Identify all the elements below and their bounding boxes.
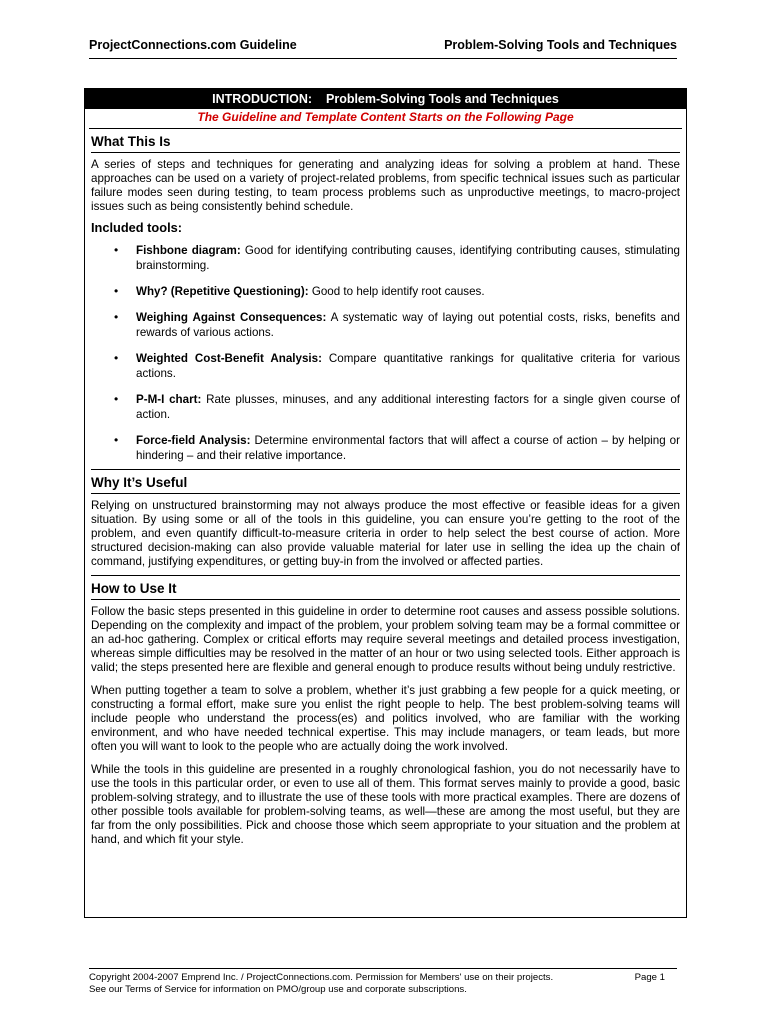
list-item xyxy=(91,310,680,340)
tool-desc: Compare quantitative rankings for qualitative criteria for various actions. xyxy=(136,352,681,380)
how-to-use-paragraph: Follow the basic steps presented in this guideline in order to determine root causes and assess possible solutions. Depending on the complexity and impact of the problem, your problem solving team may be a formal committee or an ad-hoc gathering. Complex or critical efforts may require several meetings and detailed process investigation, whereas simple difficulties may be resolved in the matter of an hour or two using selected tools. Either approach is valid; the steps presented here are flexible and general enough to produce results without being unduly restrictive. xyxy=(91,605,680,674)
intro-subtitle: The Guideline and Template Content Starts on the Following Page xyxy=(89,110,682,129)
section-heading-what-this-is: What This Is xyxy=(91,129,680,153)
list-item xyxy=(91,351,680,381)
tools-list xyxy=(91,243,680,463)
what-this-is-body: A series of steps and techniques for generating and analyzing ideas for solving a problem at hand. These approaches can be used on a variety of project-related problems, from specific technical issues such as particular failure modes seen during testing, to team process problems such as unproductive meetings, to macro-project issues such as being consistently behind schedule. xyxy=(91,158,680,213)
bullet-icon: • xyxy=(114,392,119,406)
tool-desc: Determine environmental factors that will affect a course of action – by helping or hindering – and their relative importance. xyxy=(136,434,680,462)
bullet-icon: • xyxy=(114,351,119,365)
list-item xyxy=(91,433,680,463)
tool-name: Weighted Cost-Benefit Analysis: xyxy=(136,352,322,365)
tool-desc: A systematic way of laying out potential costs, risks, benefits and rewards of various actions. xyxy=(136,311,681,339)
intro-title: INTRODUCTION: Problem-Solving Tools and Techniques xyxy=(85,89,686,109)
page-number: Page 1 xyxy=(634,972,665,983)
header-right-title: Problem-Solving Tools and Techniques xyxy=(444,38,677,52)
footer-copyright: Copyright 2004-2007 Emprend Inc. / ProjectConnections.com. Permission for Members' use on their projects. xyxy=(89,972,554,983)
content-box xyxy=(84,88,687,918)
tool-desc: Good to help identify root causes. xyxy=(308,285,485,298)
tool-name: Force-field Analysis: xyxy=(136,434,251,447)
tool-name: Fishbone diagram: xyxy=(136,244,241,257)
bullet-icon: • xyxy=(114,243,119,257)
footer-terms: See our Terms of Service for information on PMO/group use and corporate subscriptions. xyxy=(89,984,467,995)
included-tools-heading: Included tools: xyxy=(91,220,182,235)
list-item xyxy=(91,284,680,299)
tool-name: Why? (Repetitive Questioning): xyxy=(136,285,309,298)
tool-desc: Rate plusses, minuses, and any additional interesting factors for a single given course of action. xyxy=(136,393,681,421)
how-to-use-paragraph: While the tools in this guideline are presented in a roughly chronological fashion, you do not necessarily have to use the tools in this particular order, or even to use all of them. This format serves mainly to provide a good, basic problem-solving strategy, and to illustrate the use of these tools with more practical examples. There are dozens of other possible tools available for problem-solving teams, as well—these are among the most useful, but they are far from the only possibilities. Pick and choose those which seem appropriate to your situation and the problem at hand, and which fit your style. xyxy=(91,763,680,846)
tool-name: P-M-I chart: xyxy=(136,393,202,406)
bullet-icon: • xyxy=(114,284,119,298)
how-to-use-paragraph: When putting together a team to solve a problem, whether it’s just grabbing a few people for a quick meeting, or constructing a formal effort, make sure you enlist the right people to help. The best problem-solving teams will include people who understand the process(es) and politics involved, who are familiar with the working environment, and who have needed technical expertise. This may include managers, or team leads, but more often you will want to look to the people who are actually doing the work involved. xyxy=(91,684,680,753)
header-left-title: ProjectConnections.com Guideline xyxy=(89,38,297,52)
tool-name: Weighing Against Consequences: xyxy=(136,311,327,324)
page-header xyxy=(89,36,677,59)
tool-desc: Good for identifying contributing causes, identifying contributing causes, stimulating brainstorming. xyxy=(136,244,681,272)
section-heading-why-useful: Why It’s Useful xyxy=(91,470,680,494)
page-footer xyxy=(89,968,677,996)
list-item xyxy=(91,243,680,273)
bullet-icon: • xyxy=(114,433,119,447)
list-item xyxy=(91,392,680,422)
why-useful-body: Relying on unstructured brainstorming may not always produce the most effective or feasible ideas for a given situation. By using some or all of the tools in this guideline, you can ensure you’re getting to the root of the problem, and even quantify difficult-to-measure criteria in order to help select the best course of action. More structured decision-making can also provide valuable material for later use in selling the idea up the chain of command, justifying expenditures, or getting buy-in from the involved or affected parties. xyxy=(91,499,680,568)
section-heading-how-to-use: How to Use It xyxy=(91,576,680,600)
bullet-icon: • xyxy=(114,310,119,324)
